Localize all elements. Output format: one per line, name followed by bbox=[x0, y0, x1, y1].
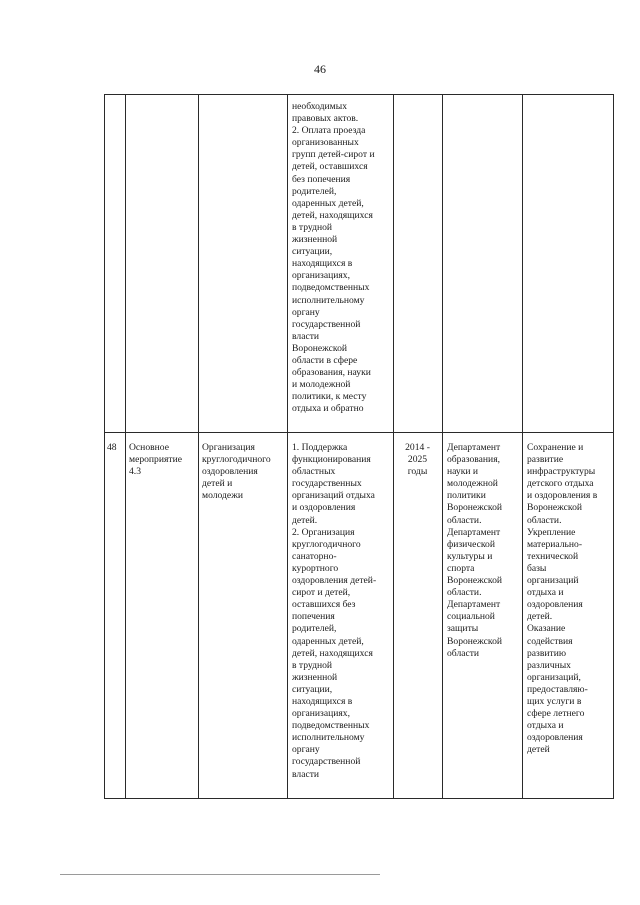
measures-cell: 1. Поддержка функционирования областных государственных организаций отдыха и оздоровления детей. 2. Организация круглогодичного санаторно- курортного оздоровления детей- сирот и детей, оставшихся без попечения родителей, одаренных детей, детей, находящихся в трудной жизненной ситуации, находящихся в организациях, подведомственных исполнительному органу государственной власти bbox=[292, 442, 377, 780]
row-number-cell: 48 bbox=[107, 442, 117, 453]
col-border bbox=[104, 94, 105, 799]
col-border bbox=[522, 94, 523, 799]
period-cell: 2014 - 2025 годы bbox=[405, 442, 430, 478]
page-number: 46 bbox=[314, 62, 326, 76]
row-divider bbox=[104, 432, 614, 433]
executor-cell: Департамент образования, науки и молодежной политики Воронежской области. Департамент физической культуры и спорта Воронежской области. Департамент социальной защиты Воронежской области bbox=[447, 442, 502, 659]
footer-rule bbox=[60, 874, 380, 875]
col-border bbox=[613, 94, 614, 799]
event-name-cell: Организация круглогодичного оздоровления детей и молодежи bbox=[202, 442, 271, 502]
event-type-cell: Основное мероприятие 4.3 bbox=[129, 442, 182, 478]
table-top-border bbox=[104, 94, 614, 95]
results-cell: Сохранение и развитие инфраструктуры детского отдыха и оздоровления в Воронежской области. Укрепление материально- технической базы организаций отдыха и оздоровления детей. Оказание содействия развитию различных организаций, предоставляю- щих услуги в сфере летнего отдыха и оздоровления детей bbox=[527, 442, 598, 756]
table-bottom-border bbox=[104, 798, 614, 799]
continuation-measures-cell: необходимых правовых актов. 2. Оплата проезда организованных групп детей-сирот и детей, оставшихся без попечения родителей, одаренных детей, детей, находящихся в трудной жизненной ситуации, находящихся в организациях, подведомственных исполнительному органу государственной власти Воронежской области в сфере образования, науки и молодежной политики, к месту отдыха и обратно bbox=[292, 101, 375, 415]
col-border bbox=[442, 94, 443, 799]
col-border bbox=[198, 94, 199, 799]
col-border bbox=[287, 94, 288, 799]
col-border bbox=[125, 94, 126, 799]
